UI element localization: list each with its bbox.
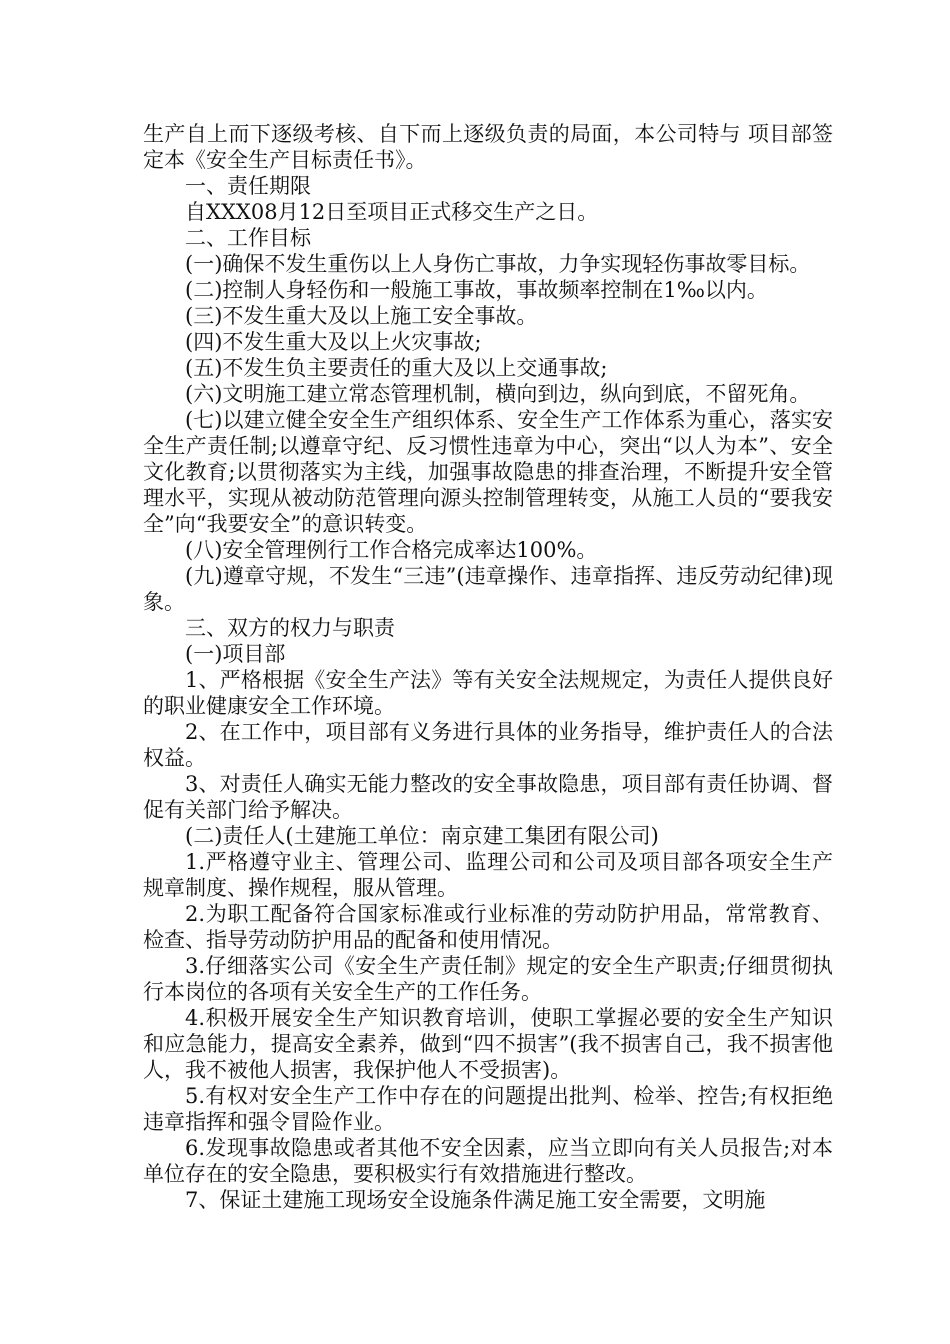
subheading-project-department: (一)项目部	[185, 642, 286, 666]
goal-item-5: (五)不发生负主要责任的重大及以上交通事故;	[185, 356, 608, 380]
document-body	[143, 121, 833, 1213]
party-duty-6: 6.发现事故隐患或者其他不安全因素，应当立即向有关人员报告;对本单位存在的安全隐患，要积极实行有效措施进行整改。	[143, 1136, 833, 1186]
heading-responsibility-period: 一、责任期限	[185, 174, 311, 198]
heading-rights-and-duties: 三、双方的权力与职责	[185, 616, 395, 640]
goal-item-6: (六)文明施工建立常态管理机制，横向到边，纵向到底，不留死角。	[185, 382, 811, 406]
party-duty-4: 4.积极开展安全生产知识教育培训，使职工掌握必要的安全生产知识和应急能力，提高安全素养，做到“四不损害”(我不损害自己，我不损害他人，我不被他人损害，我保护他人不受损害)。	[143, 1006, 833, 1082]
goal-item-1: (一)确保不发生重伤以上人身伤亡事故，力争实现轻伤事故零目标。	[185, 252, 811, 276]
heading-work-goals: 二、工作目标	[185, 226, 311, 250]
project-duty-3: 3、对责任人确实无能力整改的安全事故隐患，项目部有责任协调、督促有关部门给予解决。	[143, 772, 833, 822]
paragraph-period-dates: 自XXX08月12日至项目正式移交生产之日。	[185, 200, 599, 224]
goal-item-9: (九)遵章守规，不发生“三违”(违章操作、违章指挥、违反劳动纪律)现象。	[143, 564, 833, 614]
subheading-responsible-party: (二)责任人(土建施工单位：南京建工集团有限公司)	[185, 824, 659, 848]
party-duty-1: 1.严格遵守业主、管理公司、监理公司和公司及项目部各项安全生产规章制度、操作规程，服从管理。	[143, 850, 833, 900]
project-duty-1: 1、严格根据《安全生产法》等有关安全法规规定，为责任人提供良好的职业健康安全工作环境。	[143, 668, 833, 718]
party-duty-2: 2.为职工配备符合国家标准或行业标准的劳动防护用品，常常教育、检查、指导劳动防护用品的配备和使用情况。	[143, 902, 833, 952]
party-duty-7: 7、保证土建施工现场安全设施条件满足施工安全需要，文明施	[185, 1188, 766, 1212]
project-duty-2: 2、在工作中，项目部有义务进行具体的业务指导，维护责任人的合法权益。	[143, 720, 833, 770]
goal-item-4: (四)不发生重大及以上火灾事故;	[185, 330, 482, 354]
goal-item-2: (二)控制人身轻伤和一般施工事故，事故频率控制在1‰以内。	[185, 278, 768, 302]
paragraph-intro-continuation: 生产自上而下逐级考核、自下而上逐级负责的局面，本公司特与 项目部签定本《安全生产目标责任书》。	[143, 122, 833, 172]
party-duty-5: 5.有权对安全生产工作中存在的问题提出批判、检举、控告;有权拒绝违章指挥和强令冒险作业。	[143, 1084, 833, 1134]
goal-item-3: (三)不发生重大及以上施工安全事故。	[185, 304, 538, 328]
goal-item-7: (七)以建立健全安全生产组织体系、安全生产工作体系为重心，落实安全生产责任制;以遵章守纪、反习惯性违章为中心，突出“以人为本”、安全文化教育;以贯彻落实为主线，加强事故隐患的排查治理，不断提升安全管理水平，实现从被动防范管理向源头控制管理转变，从施工人员的“要我安全”向“我要安全”的意识转变。	[143, 408, 833, 536]
goal-item-8: (八)安全管理例行工作合格完成率达100%。	[185, 538, 598, 562]
party-duty-3: 3.仔细落实公司《安全生产责任制》规定的安全生产职责;仔细贯彻执行本岗位的各项有关安全生产的工作任务。	[143, 954, 833, 1004]
